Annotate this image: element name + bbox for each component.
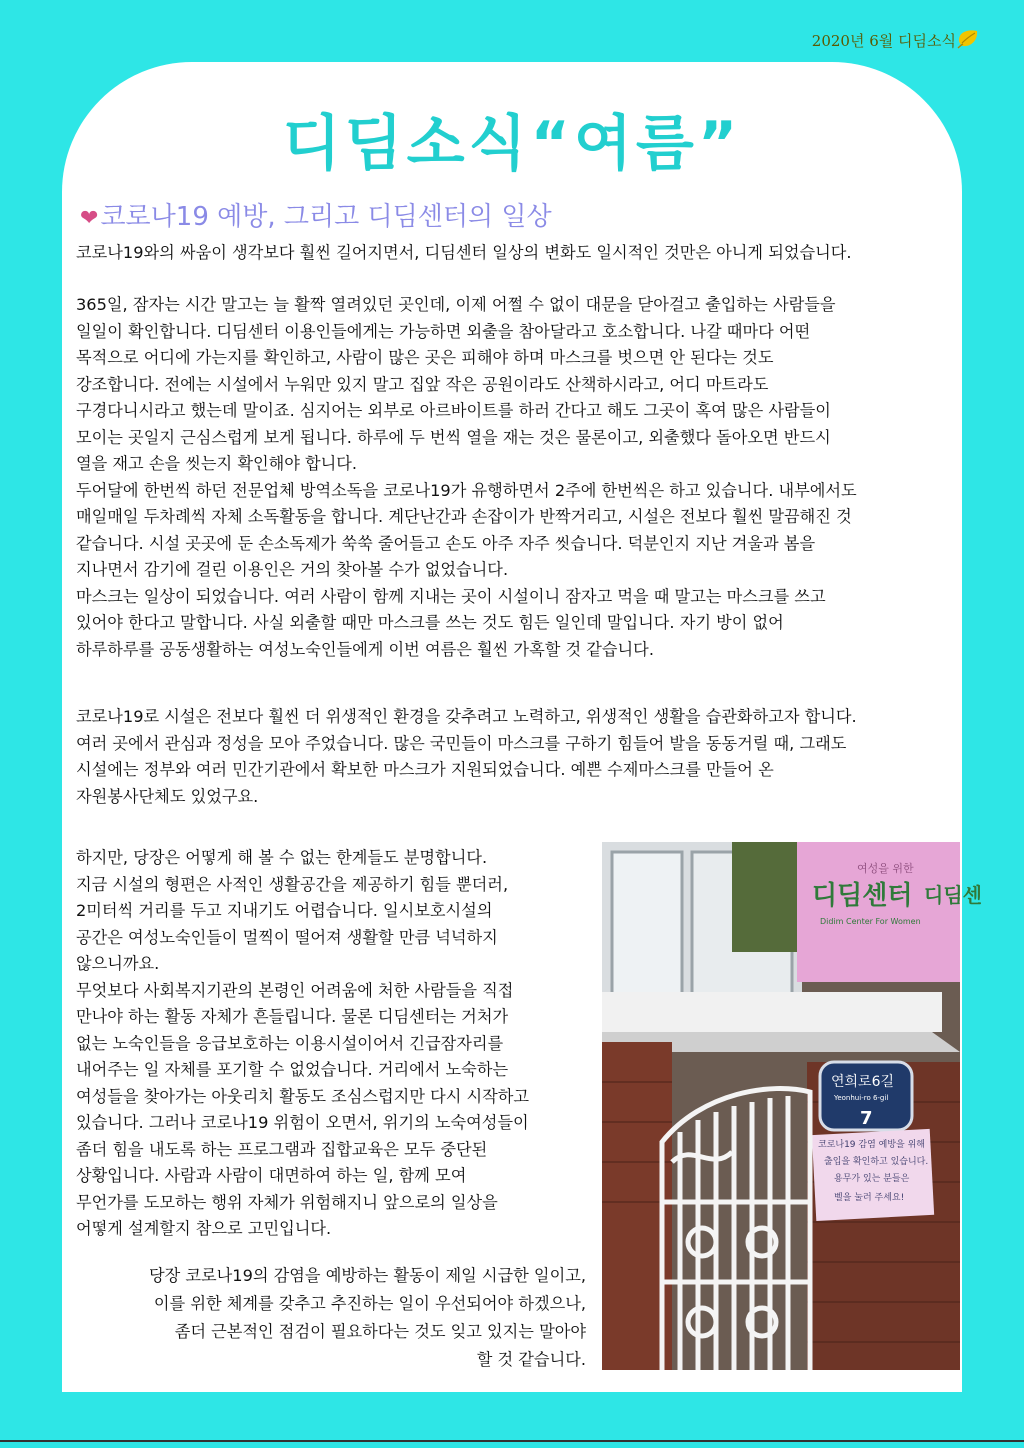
sign-main-text: 디딤센터 (812, 881, 913, 911)
paragraph-conclusion: 당장 코로나19의 감염을 예방하는 활동이 제일 시급한 일이고, 이를 위한 체계를 갖추고 추진하는 일이 우선되어야 하겠으나, 좀더 근본적인 점검이 필요하다는 것도 잊고 있지는 말아야 할 것 같습니다. (148, 1266, 586, 1369)
notice-line-4: 벨을 눌러 주세요! (834, 1193, 905, 1203)
page-bottom-rule (0, 1440, 1024, 1442)
page-title: 디딤소식“여름” (282, 109, 742, 179)
photo-illustration (602, 842, 982, 1370)
notice-line-2: 출입을 확인하고 있습니다. (824, 1157, 929, 1167)
section-heading (80, 196, 552, 233)
street-sign-english: Yeonhui-ro 6-gil (834, 1094, 889, 1102)
sign-english-text: Didim Center For Women (820, 917, 921, 926)
street-sign-text: 연희로6길 (831, 1074, 895, 1090)
heart-icon: ❤ (80, 206, 99, 231)
paragraph-limitations: 하지만, 당장은 어떻게 해 볼 수 없는 한계들도 분명합니다. 지금 시설의 형편은 사적인 생활공간을 제공하기 힘들 뿐더러, 2미터씩 거리를 두고 지내기도 어렵습니다. 일시보호시설의 공간은 여성노숙인들이 멀찍이 떨어져 생활할 만큼 넉넉하지 않으니까요. 무엇보다 사회복지기관의 본령인 어려움에 처한 사람들을 직접 만나야 하는 활동 자체가 흔들립니다. 물론 디딤센터는 거처가 없는 노숙인들을 응급보호하는 이용시설이어서 긴급잠자리를 내어주는 일 자체를 포기할 수 없었습니다. 거리에서 노숙하는 여성들을 찾아가는 아웃리치 활동도 조심스럽지만 다시 시작하고 있습니다. 그러나 코로나19 위험이 오면서, 위기의 노숙여성들이 좀더 힘을 내도록 하는 프로그램과 집합교육은 모두 중단된 상황입니다. 사람과 사람이 대면하여 하는 일, 함께 모여 무언가를 도모하는 행위 자체가 위험해지니 앞으로의 일상을 어떻게 설계할지 참으로 고민입니다. (76, 848, 530, 1238)
notice-line-1: 코로나19 감염 예방을 위해 (818, 1140, 925, 1150)
notice-line-3: 용무가 있는 분들은 (834, 1174, 910, 1184)
newsletter-date-label: 2020년 6월 디딤소식 (811, 32, 956, 50)
leaf-icon (956, 28, 980, 50)
paragraph-intro: 코로나19와의 싸움이 생각보다 훨씬 길어지면서, 디딤센터 일상의 변화도 일시적인 것만은 아니게 되었습니다. (76, 243, 852, 262)
street-sign-number: 7 (860, 1108, 873, 1129)
sign-small-text: 여성을 위한 (857, 862, 914, 875)
section-heading-text: 코로나19 예방, 그리고 디딤센터의 일상 (100, 202, 552, 232)
sign-side-text: 디딤센 (924, 883, 982, 907)
paragraph-hygiene-support: 코로나19로 시설은 전보다 훨씬 더 위생적인 환경을 갖추려고 노력하고, 위생적인 생활을 습관화하고자 합니다. 여러 곳에서 관심과 정성을 모아 주었습니다. 많은 국민들이 마스크를 구하기 힘들어 발을 동동거릴 때, 그래도 시설에는 정부와 여러 민간기관에서 확보한 마스크가 지원되었습니다. 예쁜 수제마스크를 만들어 온 자원봉사단체도 있었구요. (76, 707, 857, 806)
paragraph-daily-changes: 365일, 잠자는 시간 말고는 늘 활짝 열려있던 곳인데, 이제 어쩔 수 없이 대문을 닫아걸고 출입하는 사람들을 일일이 확인합니다. 디딤센터 이용인들에게는 가능하면 외출을 참아달라고 호소합니다. 나갈 때마다 어떤 목적으로 어디에 가는지를 확인하고, 사람이 많은 곳은 피해야 하며 마스크를 벗으면 안 된다는 것도 강조합니다. 전에는 시설에서 누워만 있지 말고 집앞 작은 공원이라도 산책하시라고, 어디 마트라도 구경다니시라고 했는데 말이죠. 심지어는 외부로 아르바이트를 하러 간다고 해도 그곳이 혹여 많은 사람들이 모이는 곳일지 근심스럽게 보게 됩니다. 하루에 두 번씩 열을 재는 것은 물론이고, 외출했다 돌아오면 반드시 열을 재고 손을 씻는지 확인해야 합니다. 두어달에 한번씩 하던 전문업체 방역소독을 코로나19가 유행하면서 2주에 한번씩은 하고 있습니다. 내부에서도 매일매일 두차례씩 자체 소독활동을 합니다. 계단난간과 손잡이가 반짝거리고, 시설은 전보다 훨씬 말끔해진 것 같습니다. 시설 곳곳에 둔 손소독제가 쑥쑥 줄어들고 손도 아주 자주 씻습니다. 덕분인지 지난 겨울과 봄을 지나면서 감기에 걸린 이용인은 거의 찾아볼 수가 없었습니다. 마스크는 일상이 되었습니다. 여러 사람이 함께 지내는 곳이 시설이니 잠자고 먹을 때 말고는 마스크를 쓰고 있어야 한다고 말합니다. 사실 외출할 때만 마스크를 쓰는 것도 힘든 일인데 말입니다. 자기 방이 없어 하루하루를 공동생활하는 여성노숙인들에게 이번 여름은 훨씬 가혹할 것 같습니다. (76, 295, 857, 659)
center-entrance-photo (602, 842, 982, 1370)
